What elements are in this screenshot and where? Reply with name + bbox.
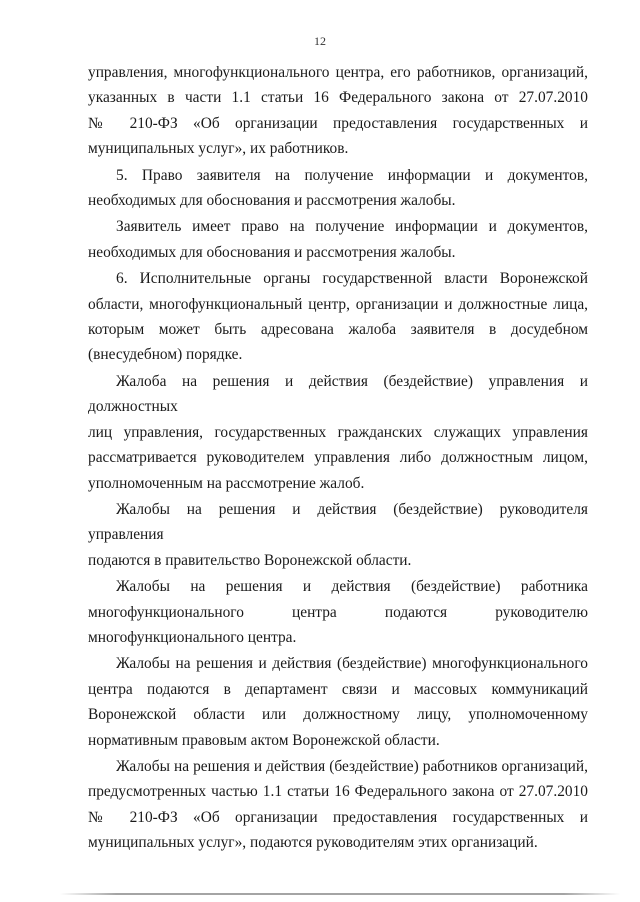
- document-body: [88, 60, 588, 857]
- paragraph-line: муниципальных услуг», их работников.: [88, 140, 349, 158]
- scan-bottom-edge: [60, 893, 620, 895]
- paragraph-line: муниципальных услуг», подаются руководителям этих организаций.: [88, 834, 538, 852]
- paragraph-line: лиц управления, государственных гражданских служащих управления: [88, 423, 588, 441]
- paragraph: [88, 754, 588, 856]
- paragraph-line: Жалобы на решения и действия (бездействие) многофункционального: [116, 655, 588, 673]
- paragraph-line: многофункционального центра.: [88, 628, 297, 646]
- paragraph-line: необходимых для обоснования и рассмотрения жалобы.: [88, 243, 456, 261]
- paragraph-line: которым может быть адресована жалоба заявителя в досудебном: [88, 321, 588, 339]
- paragraph: [88, 369, 588, 496]
- paragraph-line: рассматривается руководителем управления либо должностным лицом,: [88, 449, 588, 467]
- paragraph-line: № 210-ФЗ «Об организации предоставления государственных и: [88, 114, 588, 132]
- paragraph: [88, 214, 588, 265]
- paragraph-line: (внесудебном) порядке.: [88, 346, 243, 364]
- paragraph-line: многофункционального центра подаются руководителю: [88, 603, 588, 621]
- paragraph-line: нормативным правовым актом Воронежской области.: [88, 731, 440, 749]
- paragraph: [88, 497, 588, 573]
- paragraph-line: указанных в части 1.1 статьи 16 Федерального закона от 27.07.2010: [88, 89, 588, 107]
- paragraph-line: Жалобы на решения и действия (бездействие) работников организаций,: [116, 757, 588, 775]
- paragraph-line: уполномоченным на рассмотрение жалоб.: [88, 474, 365, 492]
- paragraph-line: области, многофункциональный центр, организации и должностные лица,: [88, 295, 588, 313]
- paragraph: [88, 60, 588, 162]
- paragraph-line: предусмотренных частью 1.1 статьи 16 Федерального закона от 27.07.2010: [88, 783, 588, 801]
- paragraph-line: Заявитель имеет право на получение информации и документов,: [116, 218, 588, 236]
- paragraph-line: № 210-ФЗ «Об организации предоставления государственных и: [88, 808, 588, 826]
- paragraph-line: управления, многофункционального центра, его работников, организаций,: [88, 64, 588, 81]
- paragraph: [88, 266, 588, 368]
- paragraph: [88, 163, 588, 214]
- paragraph-line: Жалобы на решения и действия (бездействие) работника: [116, 578, 588, 596]
- paragraph-line: 5. Право заявителя на получение информации и документов,: [116, 166, 588, 184]
- paragraph-line: Жалоба на решения и действия (бездействие) управления и должностных: [88, 372, 588, 416]
- paragraph: [88, 651, 588, 753]
- paragraph-line: 6. Исполнительные органы государственной власти Воронежской: [116, 270, 588, 288]
- paragraph-line: центра подаются в департамент связи и массовых коммуникаций: [88, 680, 588, 698]
- paragraph-line: Воронежской области или должностному лицу, уполномоченному: [88, 706, 588, 724]
- page-number: 12: [314, 34, 326, 48]
- paragraph-line: Жалобы на решения и действия (бездействие) руководителя управления: [88, 500, 588, 544]
- paragraph: [88, 574, 588, 650]
- paragraph-line: подаются в правительство Воронежской области.: [88, 551, 412, 569]
- paragraph-line: необходимых для обоснования и рассмотрения жалобы.: [88, 192, 456, 210]
